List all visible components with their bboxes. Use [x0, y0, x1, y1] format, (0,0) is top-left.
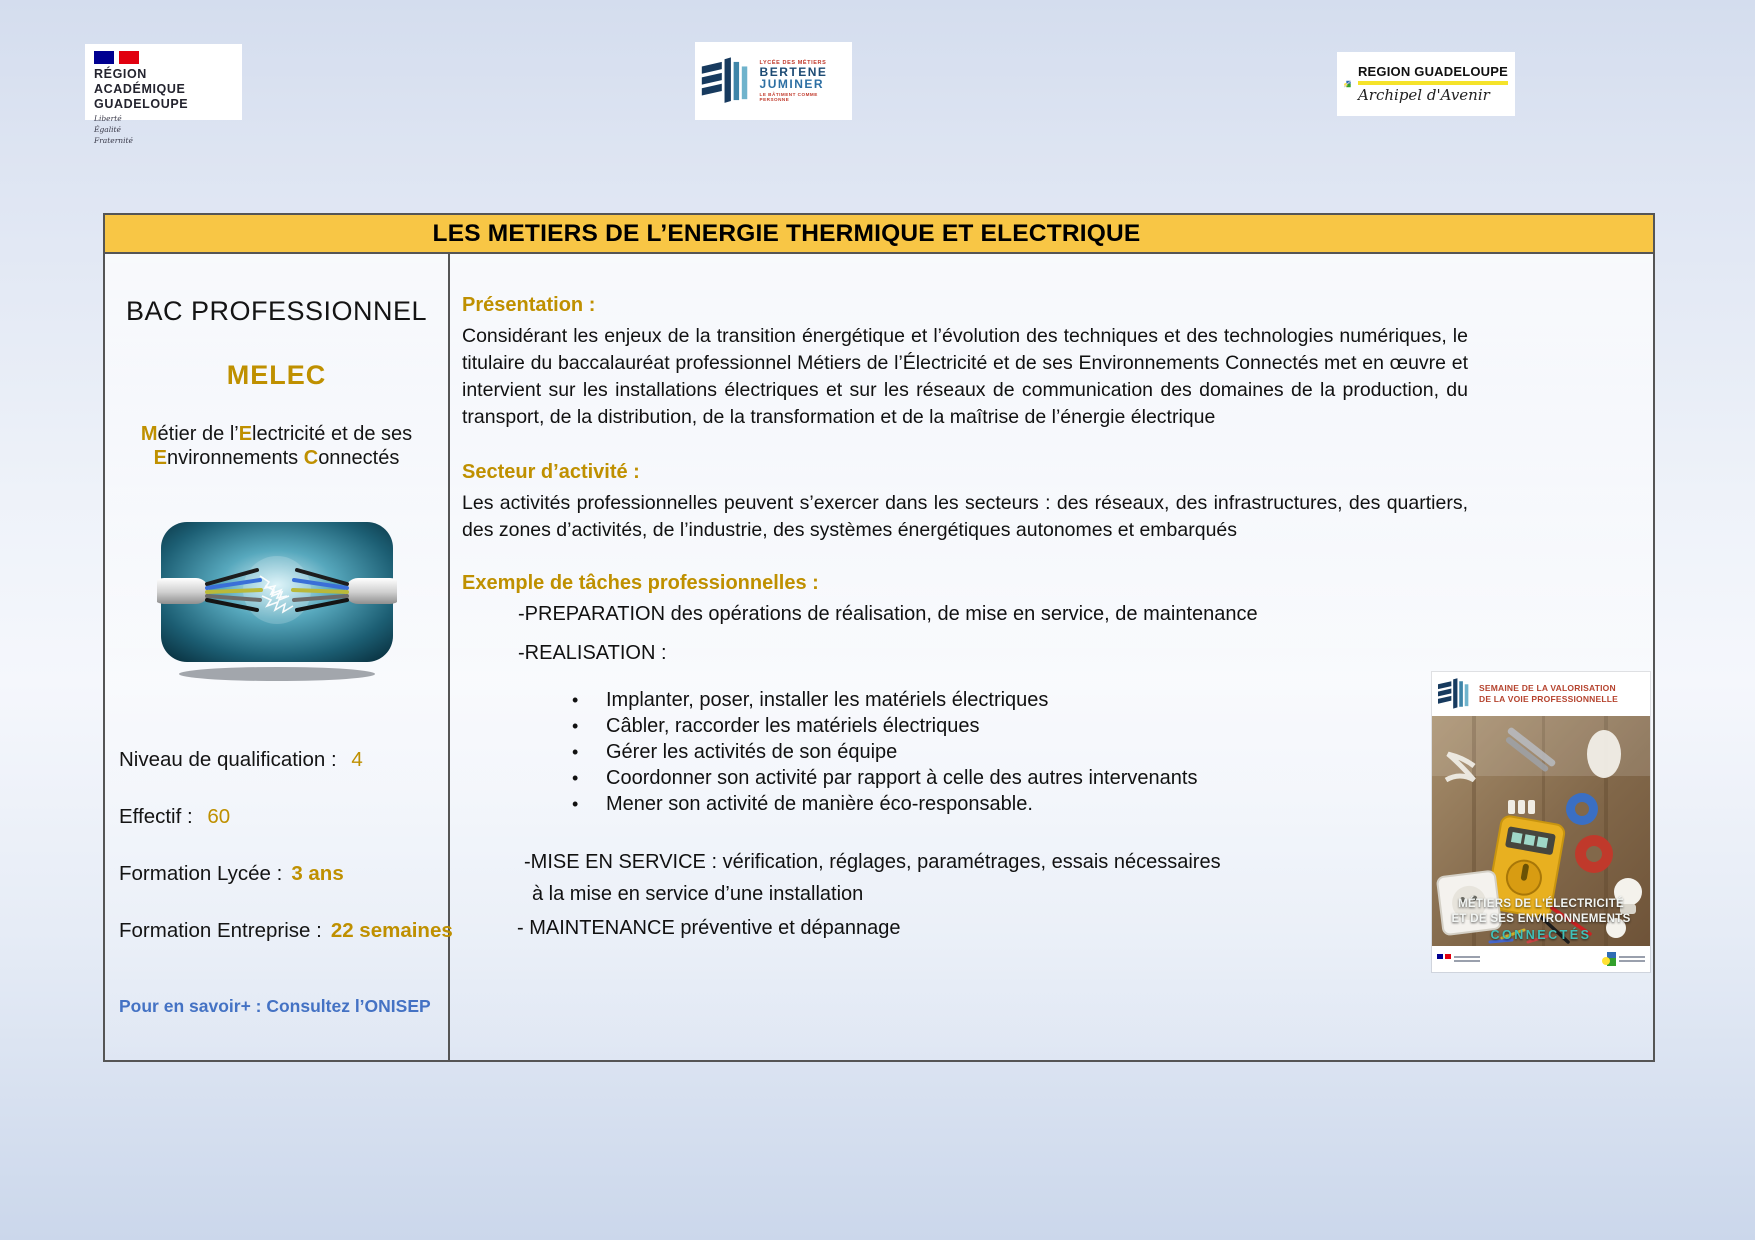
info-row-formation-lycee: Formation Lycée : 3 ans	[119, 862, 344, 885]
poster-footer-right-logo	[1602, 952, 1645, 966]
acronym-expansion-line2: Environnements Connectés	[153, 447, 400, 469]
building-icon	[700, 53, 755, 109]
logo-center-name-line1: BERTENE	[759, 64, 828, 79]
logo-center-tagline-bottom: LE BÂTIMENT COMME PERSONNE	[759, 91, 818, 103]
info-row-effectif: Effectif : 60	[119, 805, 231, 828]
preparation-item: -PREPARATION des opérations de réalisation, de mise en service, de maintenance	[518, 603, 1258, 625]
poster-footer-strip	[1432, 946, 1650, 972]
electrical-tools-photo	[1432, 716, 1650, 946]
poster-title-line3: CONNECTÉS	[1490, 927, 1592, 942]
poster-header	[1432, 672, 1650, 716]
logo-right-tagline: Archipel d'Avenir	[1357, 86, 1490, 104]
bullet-icon: •	[572, 768, 579, 788]
logo-left-motto-fraternite: Fraternité	[94, 135, 133, 145]
poster-footer-left-logo	[1437, 954, 1480, 964]
logo-lycee-bertene-juminer	[695, 42, 852, 120]
poster-building-icon	[1436, 677, 1474, 711]
bullet-icon: •	[572, 742, 579, 762]
info-row-formation-entreprise: Formation Entreprise : 22 semaines	[119, 919, 453, 942]
task-bullet-list	[462, 687, 1468, 817]
task-bullet-coordonner: • Coordonner son activité par rapport à celle des autres intervenants	[572, 767, 1198, 789]
cable-splice-image	[157, 518, 397, 683]
poster-header-line1: SEMAINE DE LA VALORISATION	[1479, 682, 1616, 693]
bullet-icon: •	[572, 690, 579, 710]
bullet-icon: •	[572, 794, 579, 814]
formation-lycee-value: 3 ans	[291, 862, 344, 885]
logo-region-guadeloupe	[1337, 52, 1515, 116]
program-info-rows	[119, 748, 453, 976]
task-bullet-mener: • Mener son activité de manière éco-responsable.	[572, 793, 1033, 815]
logo-center-name-line2: JUMINER	[759, 76, 825, 91]
logo-left-name-line1: RÉGION ACADÉMIQUE	[94, 67, 186, 96]
right-column-cell	[450, 254, 1653, 1060]
poster-title-line1: MÉTIERS DE L'ÉLECTRICITÉ	[1458, 897, 1624, 910]
mini-text-lines	[1619, 956, 1645, 962]
acronym-expansion	[105, 422, 448, 470]
program-acronym: MELEC	[226, 360, 327, 390]
logo-region-academique-guadeloupe	[85, 44, 242, 145]
logo-left-motto-egalite: Égalité	[94, 124, 121, 134]
more-info-note: Pour en savoir+ : Consultez l’ONISEP	[119, 996, 431, 1016]
niveau-value: 4	[351, 748, 363, 771]
yellow-underline-bar	[1358, 81, 1508, 85]
mise-en-service-line1: -MISE EN SERVICE : vérification, réglages, paramétrages, essais nécessaires	[524, 851, 1221, 873]
effectif-value: 60	[207, 805, 231, 828]
taches-heading: Exemple de tâches professionnelles :	[462, 572, 819, 594]
region-guadeloupe-icon	[1344, 57, 1351, 111]
mini-text-lines	[1454, 956, 1480, 962]
program-table	[103, 213, 1655, 1062]
poster-header-line2: DE LA VOIE PROFESSIONNELLE	[1479, 694, 1619, 704]
realisation-item: -REALISATION :	[518, 642, 667, 664]
bullet-icon: •	[572, 716, 579, 736]
maintenance-item: - MAINTENANCE préventive et dépannage	[517, 917, 901, 939]
logo-left-name-line2: GUADELOUPE	[94, 97, 189, 111]
mini-french-flag-icon	[1437, 954, 1451, 964]
mise-en-service-line2: à la mise en service d’une installation	[532, 883, 864, 905]
formation-entreprise-value: 22 semaines	[330, 919, 453, 942]
french-flag-icon	[94, 51, 233, 64]
diploma-title: BAC PROFESSIONNEL	[125, 296, 428, 326]
task-bullet-cabler: • Câbler, raccorder les matériels électriques	[572, 715, 980, 737]
presentation-body: Considérant les enjeux de la transition énergétique et l’évolution des techniques et des technologies numériques, le titulaire du baccalauréat professionnel Métiers de l’Électricité et de ses Environnements Connectés met en œuvre et intervient sur les installations électriques et sur les réseaux de communication des domaines de la production, du transport, de la distribution, de la transformation et de la maîtrise de l’énergie électrique	[462, 325, 1468, 428]
page-title: LES METIERS DE L’ENERGIE THERMIQUE ET ELECTRIQUE	[432, 219, 1141, 247]
left-column-cell	[105, 254, 453, 1060]
task-bullet-gerer: • Gérer les activités de son équipe	[572, 741, 898, 763]
secteur-body: Les activités professionnelles peuvent s’exercer dans les secteurs : des réseaux, des infrastructures, des quartiers, des zones d’activités, de l’industrie, des systèmes énergétiques autonomes et embarqués	[462, 492, 1468, 541]
poster-title-line2: ET DE SES ENVIRONNEMENTS	[1451, 912, 1631, 925]
logo-right-name: REGION GUADELOUPE	[1357, 64, 1508, 79]
logo-left-motto-liberte: Liberté	[94, 114, 122, 123]
info-row-niveau: Niveau de qualification : 4	[119, 748, 363, 771]
presentation-heading: Présentation :	[462, 294, 596, 316]
table-title-bar	[105, 215, 1653, 254]
logo-center-tagline-top: LYCÉE DES MÉTIERS	[759, 59, 827, 66]
mini-region-guadeloupe-icon	[1602, 952, 1616, 966]
secteur-heading: Secteur d’activité :	[462, 461, 640, 483]
program-poster	[1432, 672, 1650, 972]
acronym-expansion-line1: Métier de l’Electricité et de ses	[140, 423, 413, 445]
poster-title	[1432, 897, 1650, 943]
task-bullet-implanter: • Implanter, poser, installer les matériels électriques	[572, 689, 1049, 711]
